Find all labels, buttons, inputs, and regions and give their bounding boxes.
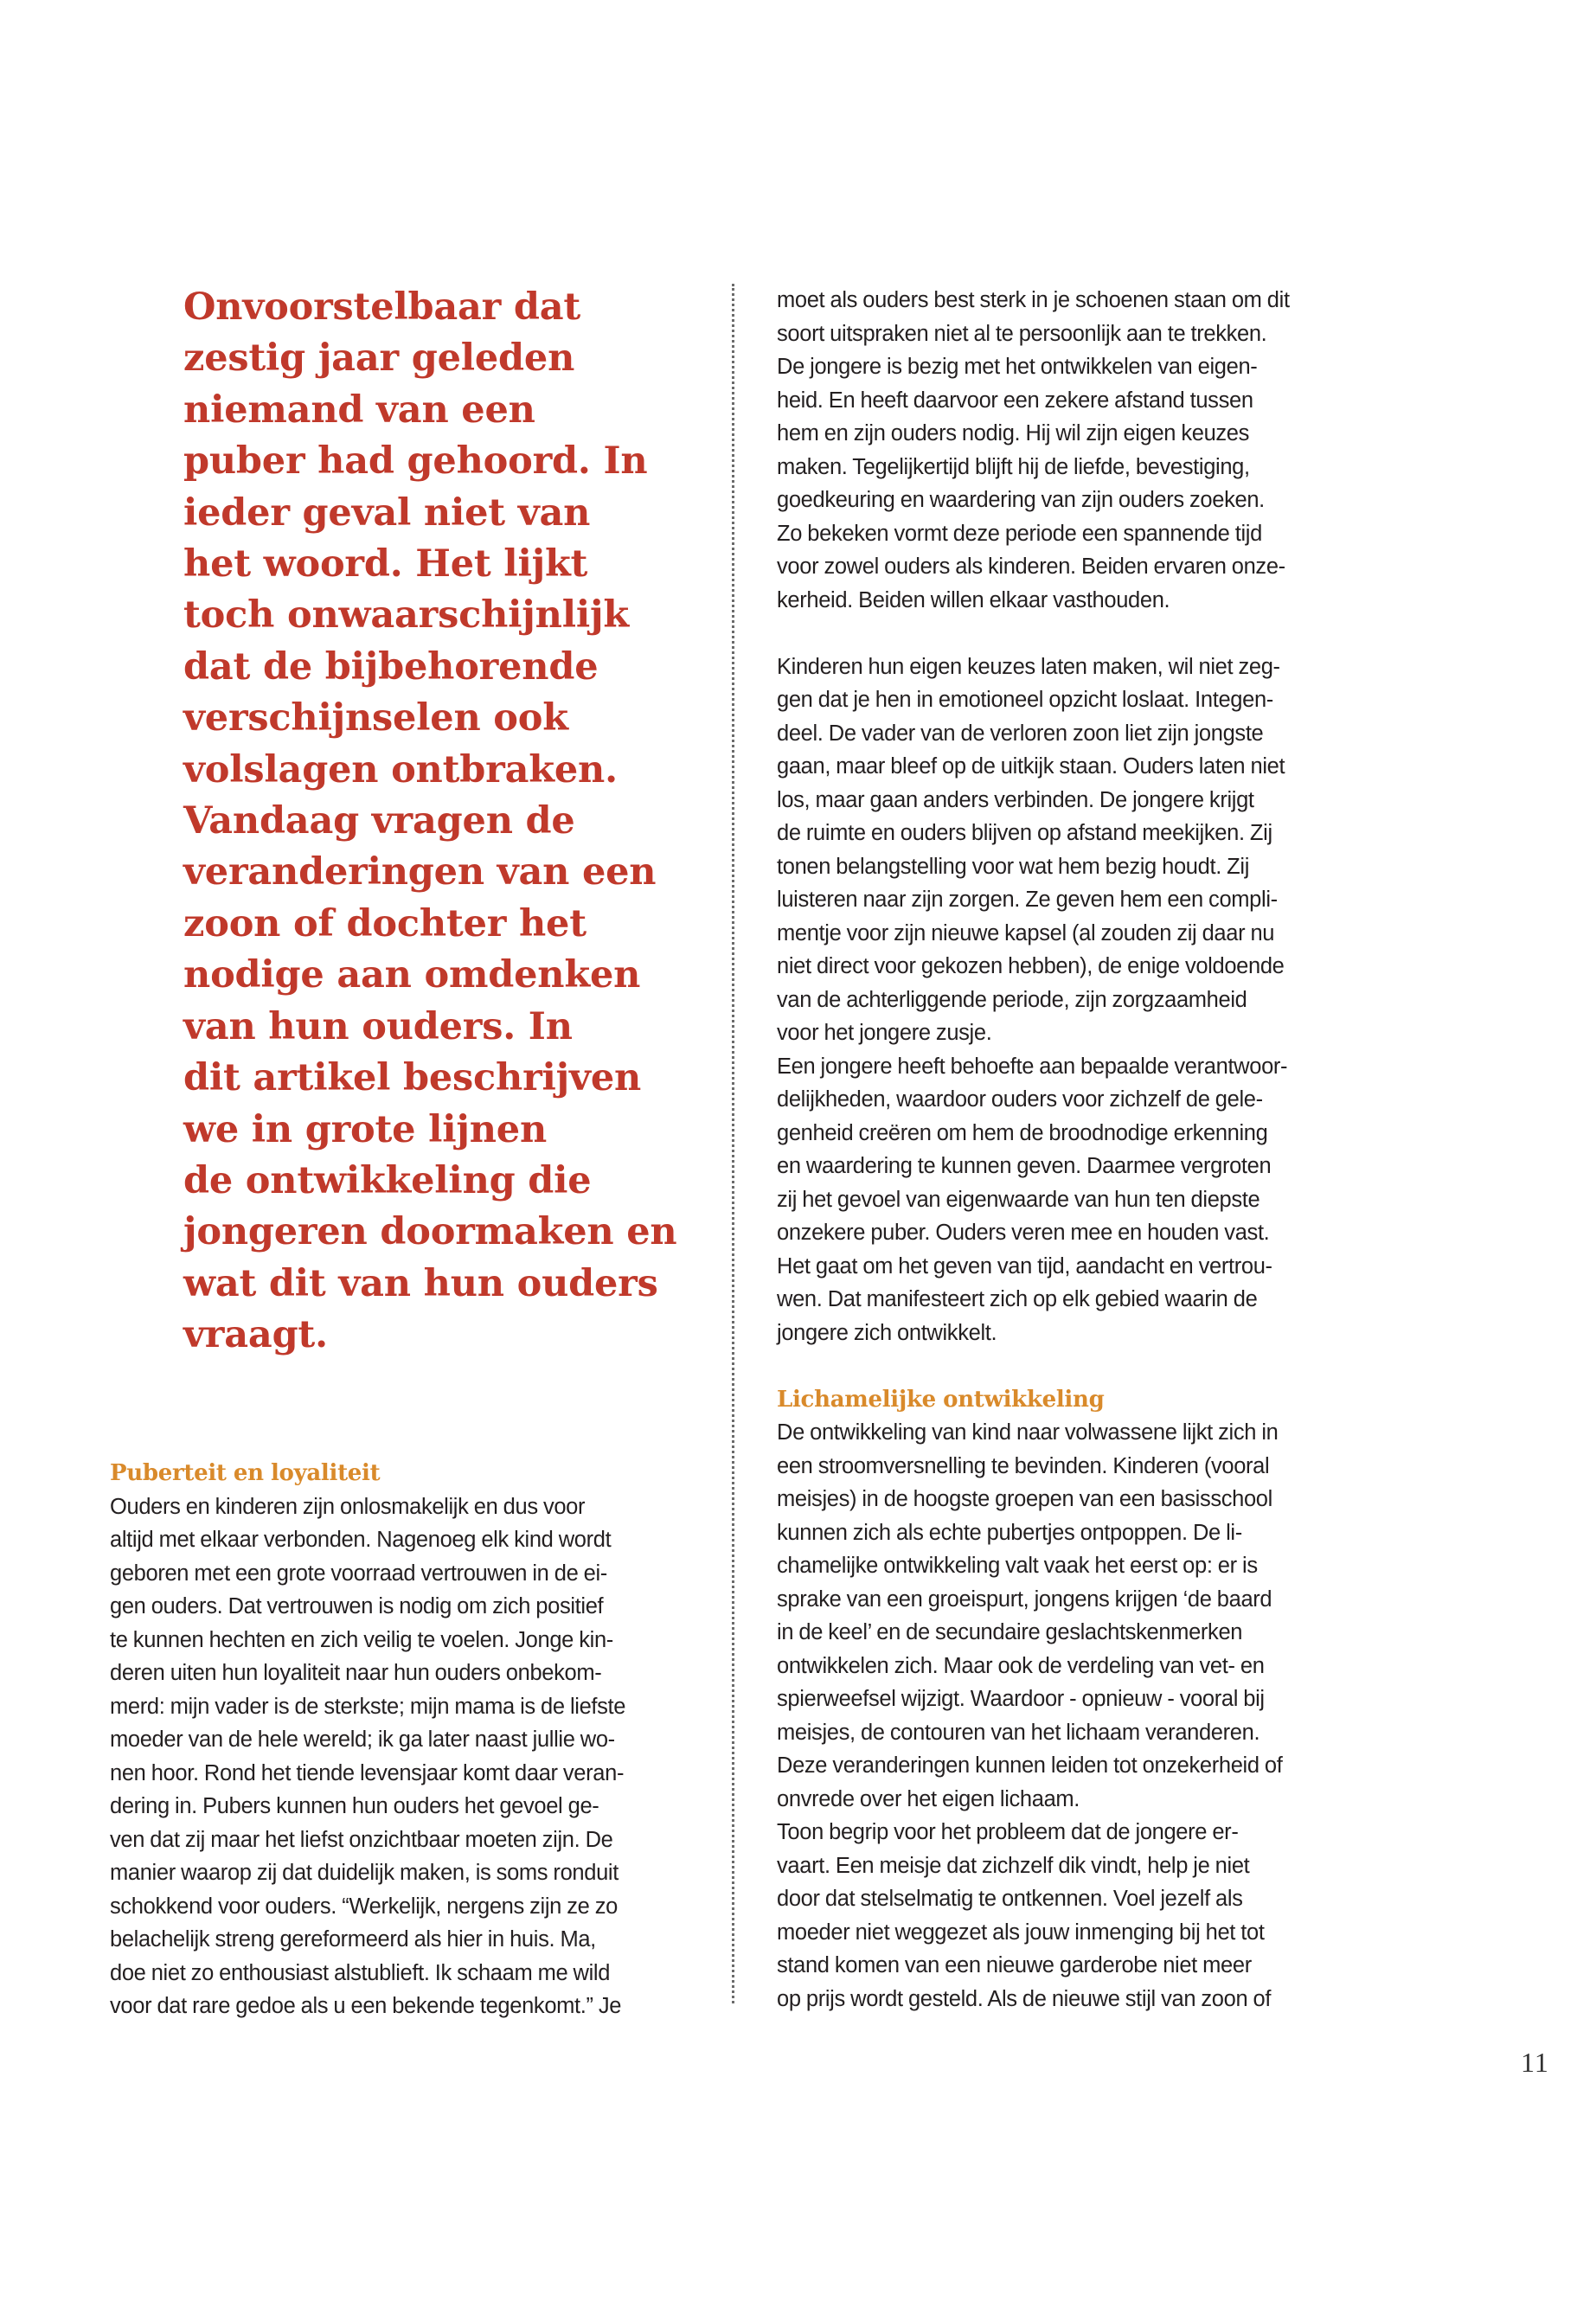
body-line: niet direct voor gekozen hebben), de enige voldoende <box>777 954 1285 978</box>
intro-line: niemand van een <box>183 388 535 432</box>
body-line: gen ouders. Dat vertrouwen is nodig om zich positief <box>110 1594 604 1618</box>
body-line: kerheid. Beiden willen elkaar vasthouden. <box>777 587 1170 612</box>
body-line: merd: mijn vader is de sterkste; mijn mama is de liefste <box>110 1694 626 1719</box>
body-line: belachelijk streng gereformeerd als hier in huis. Ma, <box>110 1927 596 1952</box>
intro-line: van hun ouders. In <box>183 1004 573 1048</box>
body-line: voor dat rare gedoe als u een bekende tegenkomt.” Je <box>110 1994 622 2018</box>
body-line: gen dat je hen in emotioneel opzicht loslaat. Integen- <box>777 688 1273 712</box>
paragraph-spacer <box>777 617 1391 651</box>
body-line: altijd met elkaar verbonden. Nagenoeg elk kind wordt <box>110 1528 612 1552</box>
intro-line: veranderingen van een <box>183 850 657 894</box>
body-line: deel. De vader van de verloren zoon liet zijn jongste <box>777 721 1264 746</box>
body-line: vaart. Een meisje dat zichzelf dik vindt, help je niet <box>777 1853 1250 1878</box>
body-paragraph <box>110 1490 707 2023</box>
body-line: doe niet zo enthousiast alstublieft. Ik schaam me wild <box>110 1960 611 1985</box>
page-number: 11 <box>1521 2047 1549 2078</box>
intro-line: de ontwikkeling die <box>183 1158 592 1202</box>
body-line: Ouders en kinderen zijn onlosmakelijk en dus voor <box>110 1494 586 1519</box>
body-line: Zo bekeken vormt deze periode een spannende tijd <box>777 521 1262 546</box>
intro-line: dat de bijbehorende <box>183 644 599 689</box>
intro-line: puber had gehoord. In <box>183 439 648 484</box>
body-paragraph <box>777 1050 1391 1350</box>
body-line: gaan, maar bleef op de uitkijk staan. Ouders laten niet <box>777 754 1285 779</box>
body-line: van de achterliggende periode, zijn zorgzaamheid <box>777 987 1247 1012</box>
body-line: Toon begrip voor het probleem dat de jongere er- <box>777 1820 1239 1844</box>
left-column <box>110 1457 707 2023</box>
body-line: chamelijke ontwikkeling valt vaak het eerst op: er is <box>777 1554 1258 1578</box>
body-line: moeder niet weggezet als jouw inmenging bij het tot <box>777 1920 1265 1945</box>
intro-line: vraagt. <box>183 1313 328 1357</box>
body-line: tonen belangstelling voor wat hem bezig houdt. Zij <box>777 854 1250 879</box>
body-line: meisjes) in de hoogste groepen van een basisschool <box>777 1487 1272 1511</box>
body-line: mentje voor zijn nieuwe kapsel (al zouden zij daar nu <box>777 920 1275 945</box>
body-line: ven dat zij maar het liefst onzichtbaar moeten zijn. De <box>110 1827 613 1852</box>
body-line: hem en zijn ouders nodig. Hij wil zijn eigen keuzes <box>777 421 1250 445</box>
body-line: voor het jongere zusje. <box>777 1021 992 1045</box>
body-paragraph <box>777 284 1391 617</box>
intro-line: Onvoorstelbaar dat <box>183 285 581 329</box>
body-line: spierweefsel wijzigt. Waardoor - opnieuw - vooral bij <box>777 1687 1265 1711</box>
body-line: moet als ouders best sterk in je schoenen staan om dit <box>777 288 1290 312</box>
body-line: Een jongere heeft behoefte aan bepaalde verantwoor- <box>777 1054 1288 1079</box>
intro-line: zoon of dochter het <box>183 901 586 945</box>
section-heading-lichamelijke: Lichamelijke ontwikkeling <box>777 1386 1105 1413</box>
body-line: delijkheden, waardoor ouders voor zichzelf de gele- <box>777 1087 1263 1112</box>
intro-line: verschijnselen ook <box>183 696 568 740</box>
body-paragraph <box>777 1416 1391 1816</box>
intro-line: het woord. Het lijkt <box>183 542 588 586</box>
body-line: onzekere puber. Ouders veren mee en houden vast. <box>777 1221 1270 1245</box>
body-line: nen hoor. Rond het tiende levensjaar komt daar veran- <box>110 1760 625 1785</box>
column-divider <box>732 284 734 2003</box>
intro-line: zestig jaar geleden <box>183 336 575 381</box>
body-line: in de keel’ en de secundaire geslachtskenmerken <box>777 1620 1243 1644</box>
body-line: De jongere is bezig met het ontwikkelen van eigen- <box>777 355 1258 379</box>
intro-line: ieder geval niet van <box>183 490 591 535</box>
intro-line: toch onwaarschijnlijk <box>183 593 629 638</box>
right-column <box>777 284 1391 2016</box>
body-paragraph <box>777 1816 1391 2016</box>
body-line: wen. Dat manifesteert zich op elk gebied waarin de <box>777 1287 1258 1311</box>
body-line: geboren met een grote voorraad vertrouwen in de ei- <box>110 1561 607 1586</box>
intro-line: wat dit van hun ouders <box>183 1261 658 1305</box>
body-line: dering in. Pubers kunnen hun ouders het gevoel ge- <box>110 1794 599 1818</box>
intro-line: Vandaag vragen de <box>183 799 575 843</box>
body-line: Het gaat om het geven van tijd, aandacht en vertrou- <box>777 1253 1272 1279</box>
body-line: kunnen zich als echte pubertjes ontpoppen. De li- <box>777 1520 1242 1545</box>
body-line: schokkend voor ouders. “Werkelijk, nergens zijn ze zo <box>110 1894 618 1919</box>
body-line: meisjes, de contouren van het lichaam veranderen. <box>777 1720 1260 1745</box>
intro-line: volslagen ontbraken. <box>183 747 618 792</box>
intro-line: jongeren doormaken en <box>183 1210 677 1254</box>
body-paragraph <box>777 651 1391 1050</box>
body-line: genheid creëren om hem de broodnodige erkenning <box>777 1120 1268 1145</box>
paragraph-spacer <box>777 1349 1391 1383</box>
body-line: sprake van een groeispurt, jongens krijgen ‘de baard <box>777 1586 1272 1612</box>
intro-line: nodige aan omdenken <box>183 953 641 997</box>
body-line: De ontwikkeling van kind naar volwassene lijkt zich in <box>777 1420 1279 1445</box>
body-line: stand komen van een nieuwe garderobe niet meer <box>777 1953 1252 1977</box>
body-line: Deze veranderingen kunnen leiden tot onzekerheid of <box>777 1753 1283 1778</box>
body-line: maken. Tegelijkertijd blijft hij de liefde, bevestiging, <box>777 454 1250 479</box>
body-line: op prijs wordt gesteld. Als de nieuwe stijl van zoon of <box>777 1986 1272 2011</box>
body-line: de ruimte en ouders blijven op afstand meekijken. Zij <box>777 821 1272 845</box>
body-line: luisteren naar zijn zorgen. Ze geven hem een compli- <box>777 888 1278 912</box>
body-line: een stroomversnelling te bevinden. Kinderen (vooral <box>777 1453 1270 1478</box>
body-line: goedkeuring en waardering van zijn ouders zoeken. <box>777 488 1265 512</box>
body-line: deren uiten hun loyaliteit naar hun ouders onbekom- <box>110 1661 602 1685</box>
intro-lead-paragraph <box>183 282 720 1362</box>
body-line: door dat stelselmatig te ontkennen. Voel jezelf als <box>777 1887 1243 1911</box>
body-line: heid. En heeft daarvoor een zekere afstand tussen <box>777 388 1253 413</box>
section-heading-puberteit: Puberteit en loyaliteit <box>110 1460 381 1486</box>
intro-line: dit artikel beschrijven <box>183 1056 642 1100</box>
intro-line: we in grote lijnen <box>183 1107 548 1151</box>
body-line: manier waarop zij dat duidelijk maken, is soms ronduit <box>110 1861 619 1885</box>
body-line: en waardering te kunnen geven. Daarmee vergroten <box>777 1154 1272 1178</box>
body-line: voor zowel ouders als kinderen. Beiden ervaren onze- <box>777 554 1285 579</box>
body-line: onvrede over het eigen lichaam. <box>777 1786 1080 1811</box>
body-line: los, maar gaan anders verbinden. De jongere krijgt <box>777 787 1254 812</box>
body-line: te kunnen hechten en zich veilig te voelen. Jonge kin- <box>110 1627 613 1652</box>
body-line: soort uitspraken niet al te persoonlijk aan te trekken. <box>777 321 1267 346</box>
body-line: zij het gevoel van eigenwaarde van hun ten diepste <box>777 1187 1260 1212</box>
body-line: moeder van de hele wereld; ik ga later naast jullie wo- <box>110 1727 615 1752</box>
body-line: ontwikkelen zich. Maar ook de verdeling van vet- en <box>777 1653 1265 1678</box>
body-line: Kinderen hun eigen keuzes laten maken, wil niet zeg- <box>777 654 1280 679</box>
body-line: jongere zich ontwikkelt. <box>777 1320 997 1345</box>
